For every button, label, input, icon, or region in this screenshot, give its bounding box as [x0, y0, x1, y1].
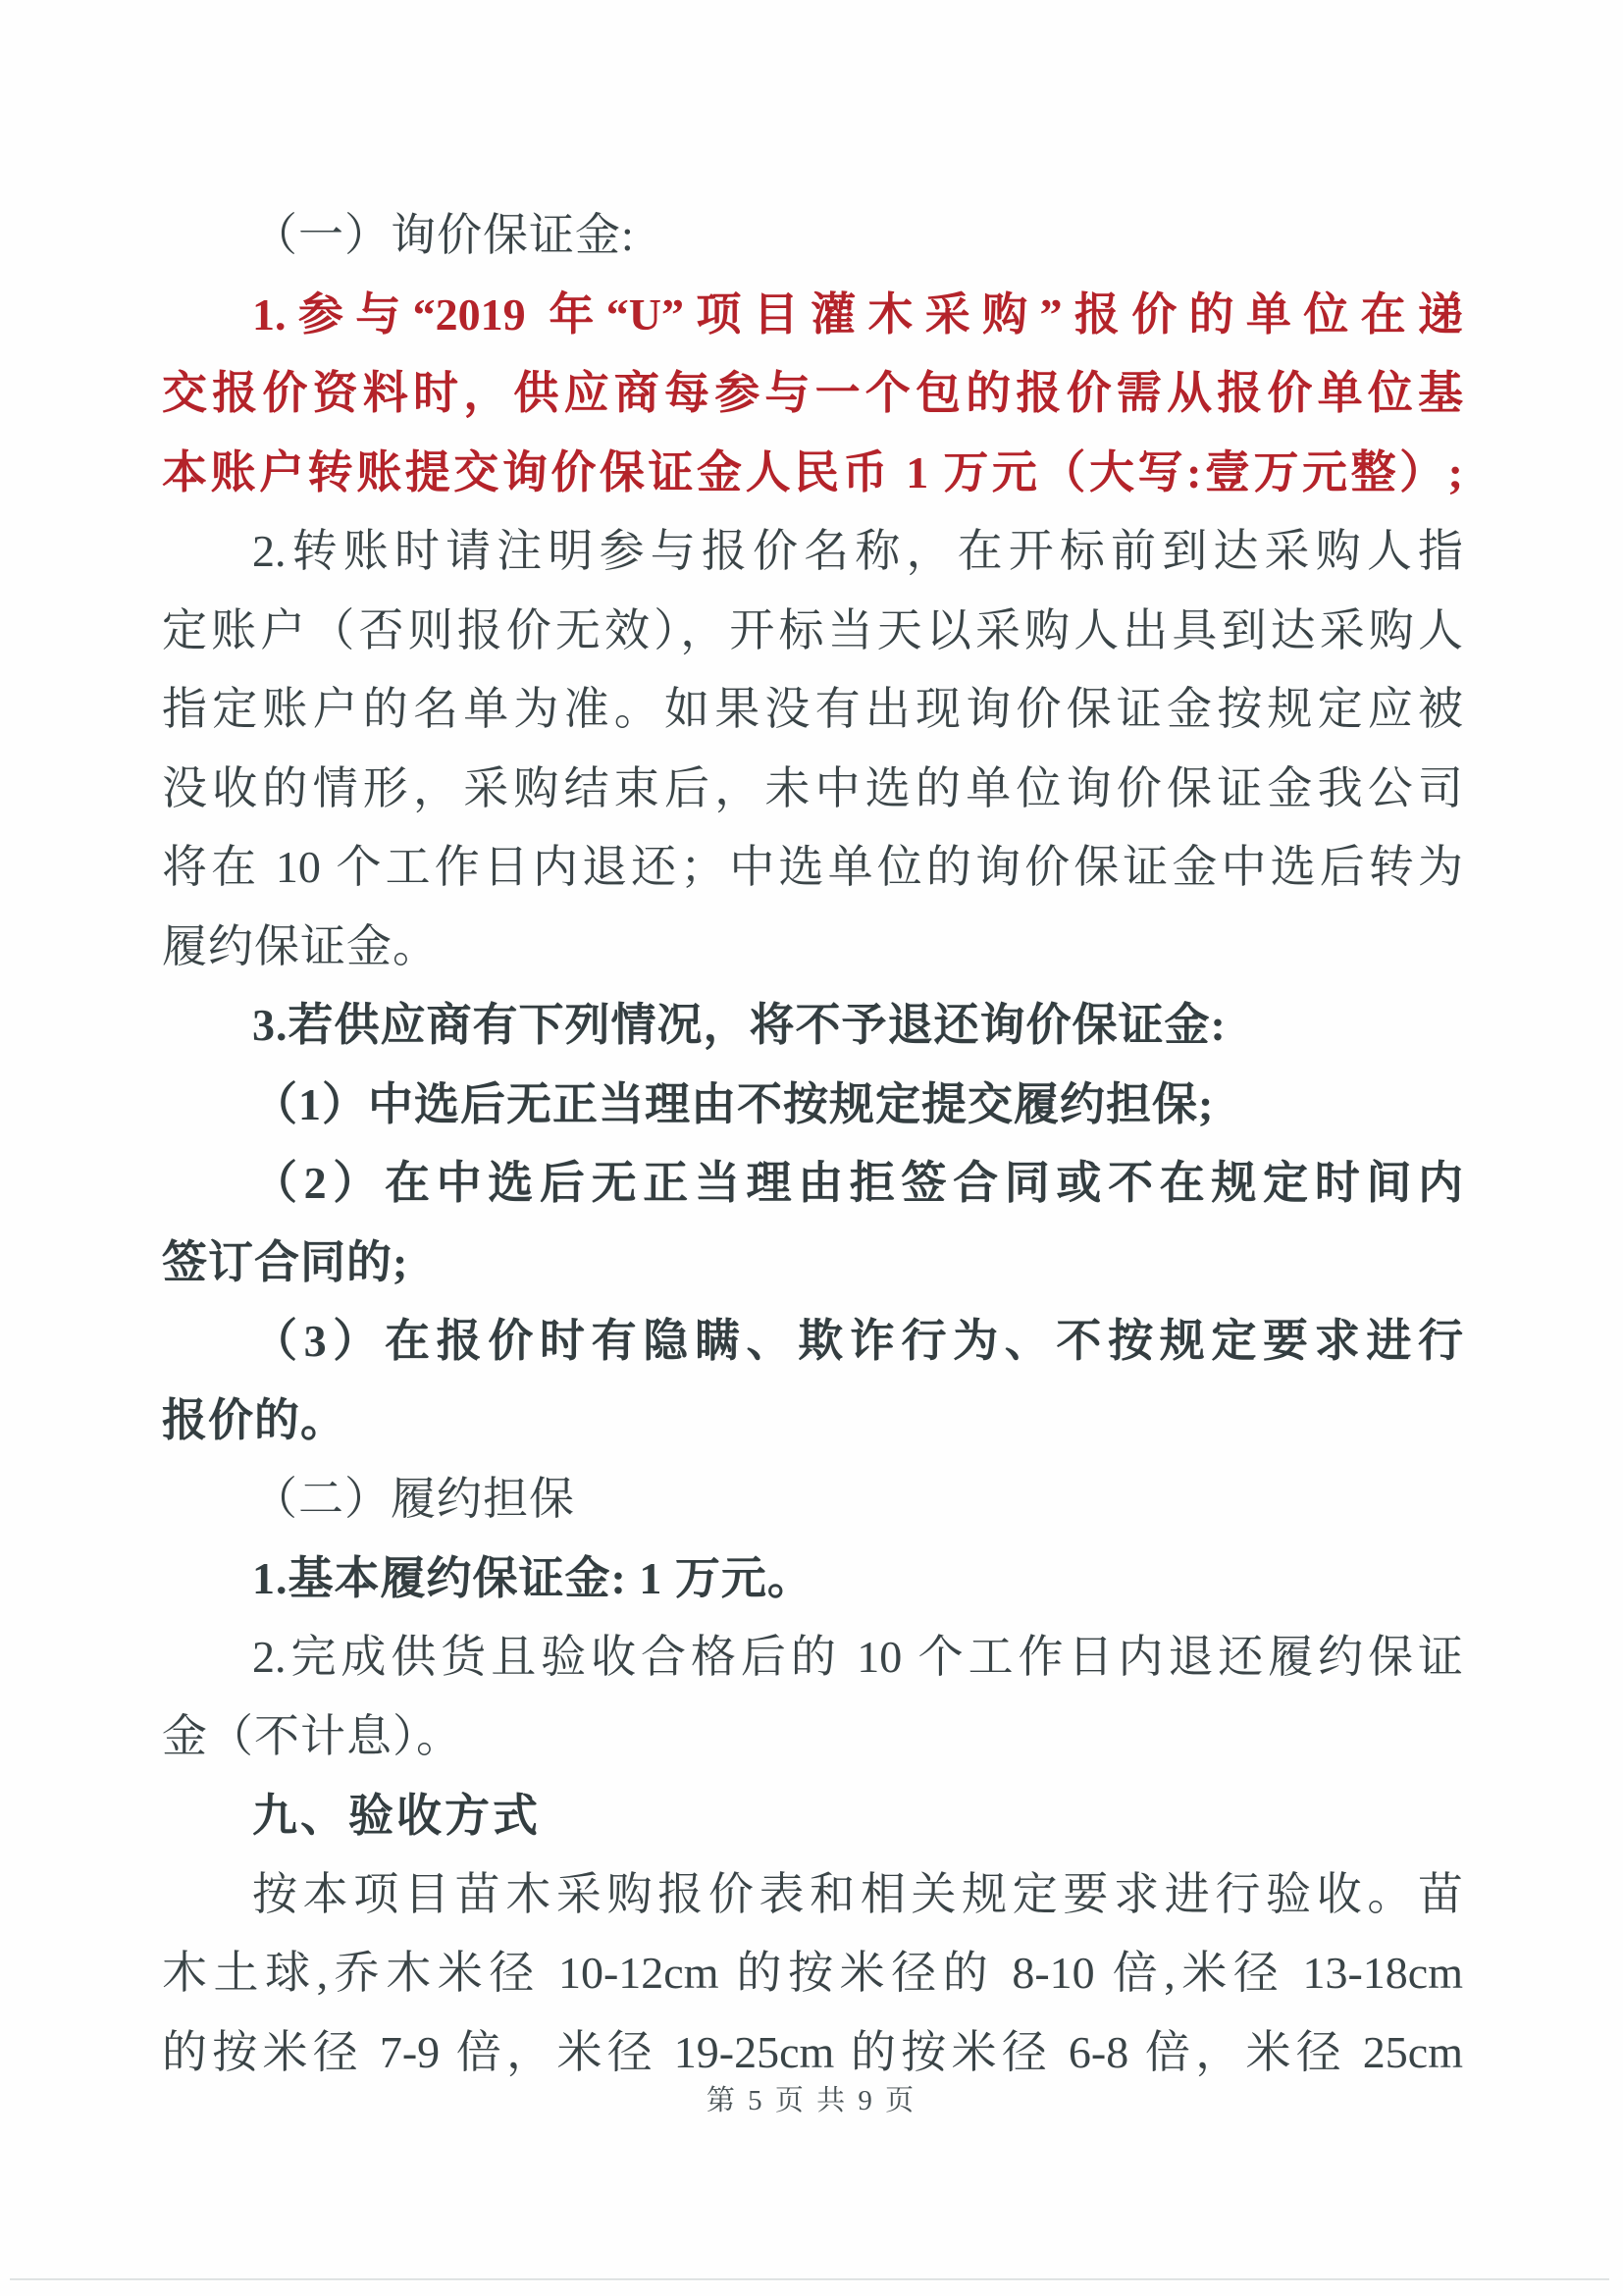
- section-label-performance-bond: （二）履约担保: [252, 1474, 575, 1524]
- bold-clause-line: 报价的。: [162, 1394, 346, 1445]
- scan-artifact-line: [10, 2278, 1609, 2280]
- page-footer: 第 5 页 共 9 页: [706, 2085, 917, 2116]
- text-line: 定账户（否则报价无效），开标当天以采购人出具到达采购人: [162, 604, 1463, 655]
- text-line: 履约保证金。: [162, 920, 439, 971]
- red-clause-line: 1.参与“2019 年“U”项目灌木采购”报价的单位在递: [252, 288, 1463, 339]
- text-line: 木土球,乔木米径 10-12cm 的按米径的 8-10 倍,米径 13-18cm: [162, 1948, 1463, 1998]
- text-line: 2.转账时请注明参与报价名称，在开标前到达采购人指: [252, 526, 1463, 576]
- text-line: 没收的情形，采购结束后，未中选的单位询价保证金我公司: [162, 762, 1463, 813]
- red-clause-line: 交报价资料时，供应商每参与一个包的报价需从报价单位基: [162, 368, 1463, 418]
- section-heading-acceptance: 九、验收方式: [252, 1790, 541, 1841]
- section-label-inquiry-deposit: （一）询价保证金:: [252, 210, 635, 260]
- text-line: 将在 10 个工作日内退还；中选单位的询价保证金中选后转为: [162, 842, 1463, 892]
- text-line: 的按米径 7-9 倍，米径 19-25cm 的按米径 6-8 倍，米径 25cm: [162, 2026, 1463, 2077]
- text-line: 2.完成供货且验收合格后的 10 个工作日内退还履约保证: [252, 1632, 1463, 1682]
- bold-clause-line: 1.基本履约保证金: 1 万元。: [252, 1552, 813, 1603]
- bold-clause-line: （3）在报价时有隐瞒、欺诈行为、不按规定要求进行: [252, 1316, 1463, 1366]
- text-line: 指定账户的名单为准。如果没有出现询价保证金按规定应被: [162, 684, 1463, 734]
- bold-clause-line: 签订合同的;: [162, 1236, 409, 1287]
- text-line: 按本项目苗木采购报价表和相关规定要求进行验收。苗: [252, 1868, 1463, 1919]
- bold-clause-line: （1）中选后无正当理由不按规定提交履约担保;: [252, 1078, 1215, 1129]
- text-line: 金（不计息）。: [162, 1710, 462, 1761]
- document-body: [162, 196, 1463, 2092]
- bold-clause-line: 3.若供应商有下列情况，将不予退还询价保证金:: [252, 1000, 1227, 1050]
- bold-clause-line: （2）在中选后无正当理由拒签合同或不在规定时间内: [252, 1158, 1463, 1208]
- red-clause-line: 本账户转账提交询价保证金人民币 1 万元（大写:壹万元整）;: [162, 446, 1463, 497]
